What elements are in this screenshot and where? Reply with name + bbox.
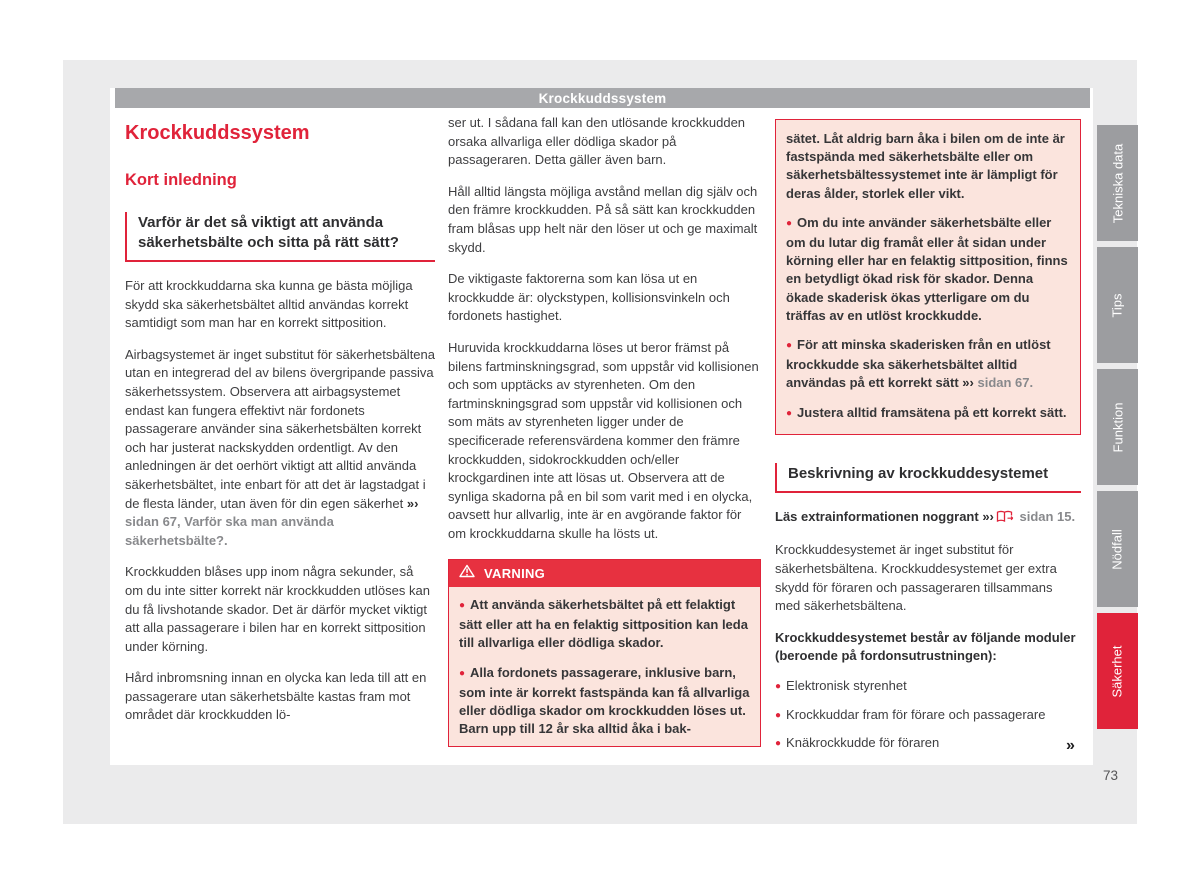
running-header: [115, 88, 1090, 108]
cross-reference-marker: »›: [982, 508, 994, 524]
page-continuation-marker: »: [1066, 737, 1075, 754]
cross-reference-marker: »›: [962, 375, 974, 391]
column-right: [775, 114, 1081, 763]
paragraph-text: Airbagsystemet är inget substitut för säkerhetsbältena utan en integrerad del av bilens övergripande passiva säkerhetssystem. Observera att airbagsystemet endast kan fungera effektivt när fordonets passagerare använder sina säkerhetsbälten korrekt och har justerat nackskydden ordentligt. Av den anledningen är det oerhört viktigt att alltid använda säkerhetsbältet, inte enbart för att det är lagstadgat i de flesta länder, utan även för din egen säkerhet: [125, 346, 435, 511]
cross-reference-link[interactable]: sidan 67, Varför ska man använda säkerhetsbälte?.: [125, 514, 334, 548]
column-left: [125, 116, 435, 738]
list-item-text: Knäkrockkudde för föraren: [786, 735, 940, 751]
tab-label: Säkerhet: [1110, 644, 1126, 698]
tab-label: Tekniska data: [1110, 143, 1125, 223]
tab-nodfall[interactable]: [1097, 491, 1138, 607]
list-item: [775, 734, 1081, 755]
warning-item-text: Alla fordonets passagerare, inklusive barn, som inte är korrekt fastspända kan få allvarliga eller dödliga skador om krockkudden löses ut. Barn upp till 12 år ska alltid åka i bak-: [459, 664, 750, 737]
bullet-icon: ●: [459, 600, 466, 612]
section-subtitle: Kort inledning: [125, 171, 237, 189]
list-item: [775, 706, 1081, 727]
cross-reference-link[interactable]: sidan 15.: [1015, 508, 1076, 524]
read-info-text: Läs extrainformationen noggrant: [775, 508, 983, 524]
bullet-icon: ●: [775, 738, 782, 750]
paragraph: För att krockkuddarna ska kunna ge bästa möjliga skydd ska säkerhetsbältet alltid användas korrekt samtidigt som man har en korrekt sittposition.: [125, 278, 413, 331]
warning-header: [449, 560, 760, 587]
paragraph: [125, 346, 435, 551]
paragraph: Krockkuddesystemet består av följande moduler (beroende på fordonsutrustningen):: [775, 629, 1076, 664]
paragraph: Krockkuddesystemet är inget substitut för säkerhetsbältena. Krockkuddesystemet ger extra skydd för föraren och passageraren tillsammans med säkerhetsbältena.: [775, 542, 1057, 614]
booklet-reference-icon: [996, 510, 1014, 529]
warning-item: [459, 596, 750, 653]
warning-item-text: För att minska skaderisken från en utlöst krockkudde ska säkerhetsbältet alltid användas på ett korrekt sätt: [786, 337, 1051, 391]
chapter-title: Krockkuddssystem: [125, 122, 310, 144]
warning-box-continued: [775, 119, 1081, 435]
bullet-icon: ●: [786, 217, 793, 229]
warning-body: [449, 587, 760, 746]
paragraph: Håll alltid längsta möjliga avstånd mellan dig själv och den främre krockkudden. På så sätt kan krockkudden fram blåsas upp helt när den löser ut och ge maximalt skydd.: [448, 183, 758, 255]
tab-label: Funktion: [1110, 402, 1125, 452]
warning-body: [776, 120, 1080, 434]
cross-reference-link[interactable]: sidan 67.: [973, 375, 1034, 391]
tab-funktion[interactable]: [1097, 369, 1138, 485]
warning-item-text: Att använda säkerhetsbältet på ett felaktigt sätt eller att ha en felaktig sittposition kan leda till allvarliga eller dödliga skador.: [459, 597, 748, 651]
warning-title: VARNING: [484, 565, 546, 581]
bullet-icon: ●: [786, 407, 793, 419]
tab-label: Nödfall: [1110, 528, 1125, 570]
page-number: 73: [1103, 768, 1119, 783]
warning-item: [459, 664, 750, 739]
warning-box: [448, 559, 761, 747]
warning-item-text: Om du inte använder säkerhetsbälte eller om du lutar dig framåt eller åt sidan under körning eller har en felaktig sittposition, finns en betydligt ökad risk för skador. Denna ökade skaderisk ökas ytterligare om du träffas av en utlöst krockkudde.: [786, 214, 1068, 323]
cross-reference-marker: »›: [406, 495, 419, 511]
bullet-icon: ●: [786, 340, 793, 352]
warning-item: [786, 404, 1070, 424]
tab-sakerhet[interactable]: [1097, 613, 1138, 729]
paragraph: De viktigaste faktorerna som kan lösa ut en krockkudde är: olyckstypen, kollisionsvinkeln och fordonets hastighet.: [448, 271, 730, 324]
list-item: [775, 677, 1081, 698]
module-list: [775, 677, 1081, 755]
tab-label: Tips: [1109, 292, 1125, 318]
bullet-icon: ●: [459, 667, 466, 679]
list-item-text: Krockkuddar fram för förare och passagerare: [786, 706, 1046, 722]
paragraph: Krockkudden blåses upp inom några sekunder, så om du inte sitter korrekt när krockkudden utlöses kan du få livshotande skador. Det är därför mycket viktigt att alla passagerare i bilen har en korrekt sittposition under körning.: [125, 564, 430, 654]
warning-item: [786, 336, 1070, 393]
tab-tips[interactable]: [1097, 247, 1138, 363]
topic-heading: Varför är det så viktigt att använda säkerhetsbälte och sitta på rätt sätt?: [125, 212, 435, 262]
paragraph: Huruvida krockkuddarna löses ut beror främst på bilens fartminskningsgrad, som uppstår vid kollisionen och som upptäcks av styrenheten. Om den fartminskningsgrad som uppstår vid kollisionen och som mäts av styrenheten ligger under de specificerade referensvärdena kommer den främre krockkudden, sidokrockkudden och/eller krockgardinen inte att lösas ut. Observera att de synliga skadorna på en bil som varit med i en olycka, oavsett hur allvarlig, inte är en avgörande faktor för om krockkuddarna skulle ha lösts ut.: [448, 339, 759, 541]
read-info-note: [775, 508, 1081, 529]
tab-tekniska-data[interactable]: [1097, 125, 1138, 241]
paragraph: ser ut. I sådana fall kan den utlösande krockkudden orsaka allvarliga eller dödliga skador på passageraren. Detta gäller även barn.: [448, 115, 746, 168]
paragraph: Hård inbromsning innan en olycka kan leda till att en passagerare utan säkerhetsbälte kastas fram mot området där krockkudden lö-: [125, 670, 427, 723]
warning-item-continuation: sätet. Låt aldrig barn åka i bilen om de inte är fastspända med säkerhetsbälte eller om säkerhetsbältessystemet inte är lämpligt för deras ålder, storlek eller vikt.: [786, 131, 1065, 201]
bullet-icon: ●: [775, 709, 782, 721]
bullet-icon: ●: [775, 681, 782, 692]
warning-item: [786, 214, 1070, 325]
column-middle: [448, 114, 761, 747]
warning-item-text: Justera alltid framsätena på ett korrekt sätt.: [797, 404, 1067, 420]
running-header-title: Krockkuddssystem: [538, 90, 667, 106]
list-item-text: Elektronisk styrenhet: [786, 678, 907, 693]
warning-triangle-icon: [459, 564, 475, 584]
topic-heading: Beskrivning av krockkuddesystemet: [775, 463, 1081, 493]
